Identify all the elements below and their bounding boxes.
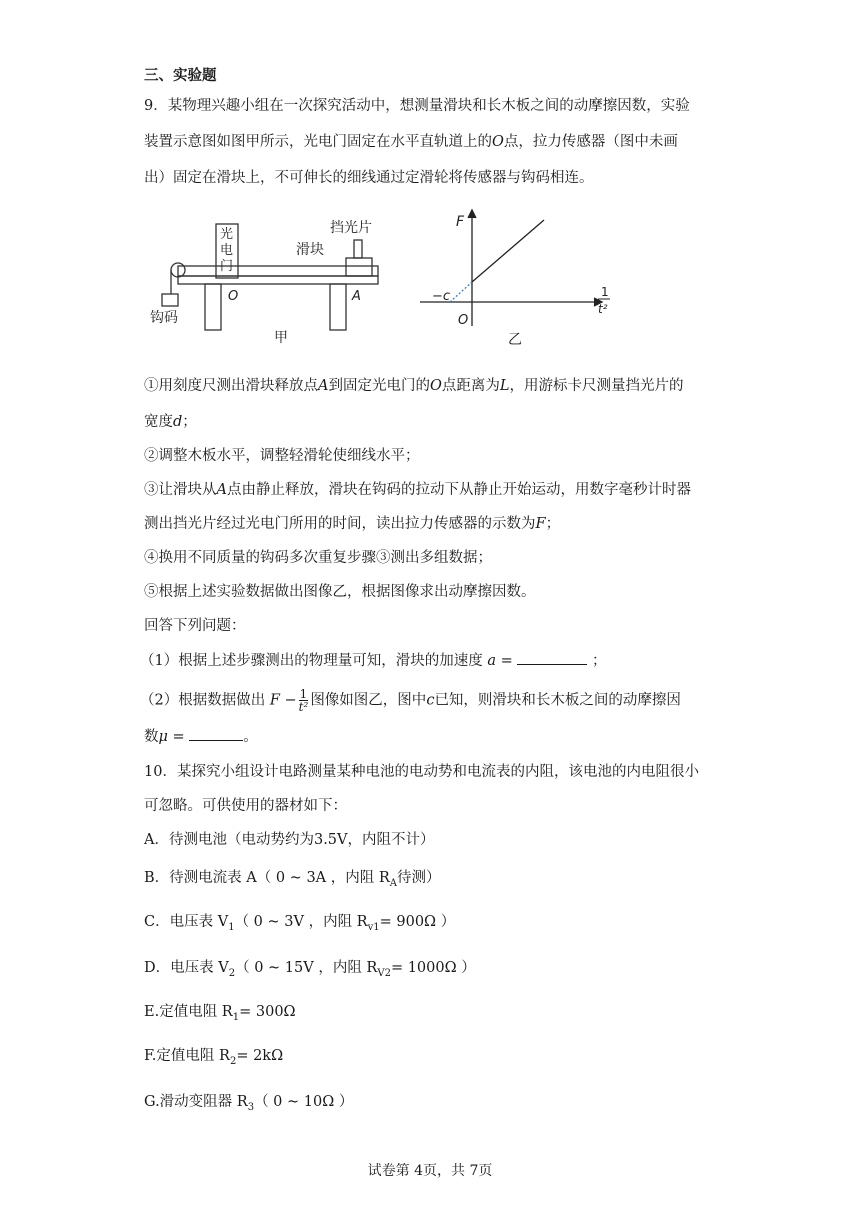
option-a: A．待测电池（电动势约为3.5V，内阻不计） bbox=[144, 832, 435, 848]
photogate-label-3: 门 bbox=[220, 259, 234, 274]
option-b: B．待测电流表 A（ 0 ~ 3A ，内阻 $R_A$待测） bbox=[144, 870, 441, 889]
sub-question-1: （1）根据上述步骤测出的物理量可知，滑块的加速度 a = ； bbox=[140, 650, 606, 671]
step-3-line1: ③让滑块从A点由静止释放，滑块在钩码的拉动下从静止开始运动，用数字毫秒计时器 bbox=[144, 482, 691, 498]
figure-yi bbox=[420, 206, 620, 352]
step-5: ⑤根据上述实验数据做出图像乙，根据图像求出动摩擦因数。 bbox=[144, 584, 536, 600]
sub-question-2-line1: （2）根据数据做出 F − $\frac{1}{\text{t²}}$ 图像如图乙，图中c已知，则滑块和长木板之间的动摩擦因 bbox=[140, 687, 681, 714]
track-base bbox=[178, 276, 378, 284]
option-g: G.滑动变阻器 $R_3$（ 0 ~ 10Ω ） bbox=[144, 1094, 354, 1113]
q9-intro-line3: 出）固定在滑块上，不可伸长的细线通过定滑轮将传感器与钩码相连。 bbox=[144, 170, 594, 186]
photogate-label-2: 电 bbox=[220, 243, 234, 258]
point-a-label: A bbox=[352, 289, 361, 304]
figure-yi-caption: 乙 bbox=[508, 332, 522, 348]
slider-block bbox=[346, 258, 372, 276]
q10-intro-line1: 10．某探究小组设计电路测量某种电池的电动势和电流表的内阻，该电池的内电阻很小 bbox=[144, 764, 699, 780]
intercept-label: −c bbox=[432, 289, 451, 304]
page-footer: 试卷第 4页，共 7页 bbox=[367, 1163, 493, 1179]
photogate-label-1: 光 bbox=[220, 227, 234, 242]
option-d: D．电压表 $V_2$（ 0 ~ 15V ，内阻 $R_{V2}= 1000\Omega$ ） bbox=[144, 960, 476, 979]
shutter-label: 挡光片 bbox=[330, 220, 372, 236]
x-axis-num: 1 bbox=[601, 285, 609, 299]
y-axis-label: F bbox=[456, 214, 465, 230]
q10-intro-line2: 可忽略。可供使用的器材如下： bbox=[144, 798, 347, 814]
origin-label: O bbox=[458, 313, 469, 328]
step-2: ②调整木板水平，调整轻滑轮使细线水平； bbox=[144, 448, 420, 464]
slider-label: 滑块 bbox=[296, 242, 324, 258]
sub-question-2-line2: 数μ = 。 bbox=[144, 726, 258, 747]
track bbox=[178, 266, 378, 276]
q9-intro-line2: 装置示意图如图甲所示，光电门固定在水平直轨道上的O点，拉力传感器（图中未画 bbox=[144, 134, 678, 150]
option-e: E.定值电阻 $R_1= 300\Omega$ bbox=[144, 1004, 296, 1023]
fit-line bbox=[472, 220, 544, 282]
shutter bbox=[354, 240, 362, 258]
step-1-line1: ①用刻度尺测出滑块释放点A到固定光电门的O点距离为L，用游标卡尺测量挡光片的 bbox=[144, 378, 684, 394]
step-1-line2: 宽度d； bbox=[144, 414, 197, 430]
left-leg bbox=[205, 284, 221, 330]
point-o-label: O bbox=[228, 289, 239, 304]
extrapolation-line bbox=[450, 282, 472, 302]
option-f: F.定值电阻 $R_2= 2k\Omega$ bbox=[144, 1048, 284, 1067]
answer-blank-2[interactable] bbox=[189, 726, 243, 741]
weight-block bbox=[162, 294, 178, 306]
section-title: 三、实验题 bbox=[144, 67, 217, 84]
figure-jia bbox=[150, 214, 390, 350]
answer-blank-1[interactable] bbox=[517, 650, 587, 665]
weight-label: 钩码 bbox=[150, 310, 178, 326]
option-c: C．电压表 $V_1$（ 0 ~ 3V ，内阻 $R_{v1}= 900\Omega$ ） bbox=[144, 914, 456, 933]
right-leg bbox=[330, 284, 346, 330]
step-4: ④换用不同质量的钩码多次重复步骤③测出多组数据； bbox=[144, 550, 492, 566]
step-3-line2: 测出挡光片经过光电门所用的时间，读出拉力传感器的示数为F； bbox=[144, 516, 561, 532]
answer-prompt: 回答下列问题： bbox=[144, 618, 246, 634]
x-axis-den: t² bbox=[598, 302, 608, 316]
fraction-1-over-t2: $\frac{1}{\text{t²}}$ bbox=[298, 687, 309, 714]
q9-intro-line1: 9．某物理兴趣小组在一次探究活动中，想测量滑块和长木板之间的动摩擦因数，实验 bbox=[144, 98, 690, 114]
figure-jia-caption: 甲 bbox=[274, 330, 288, 346]
